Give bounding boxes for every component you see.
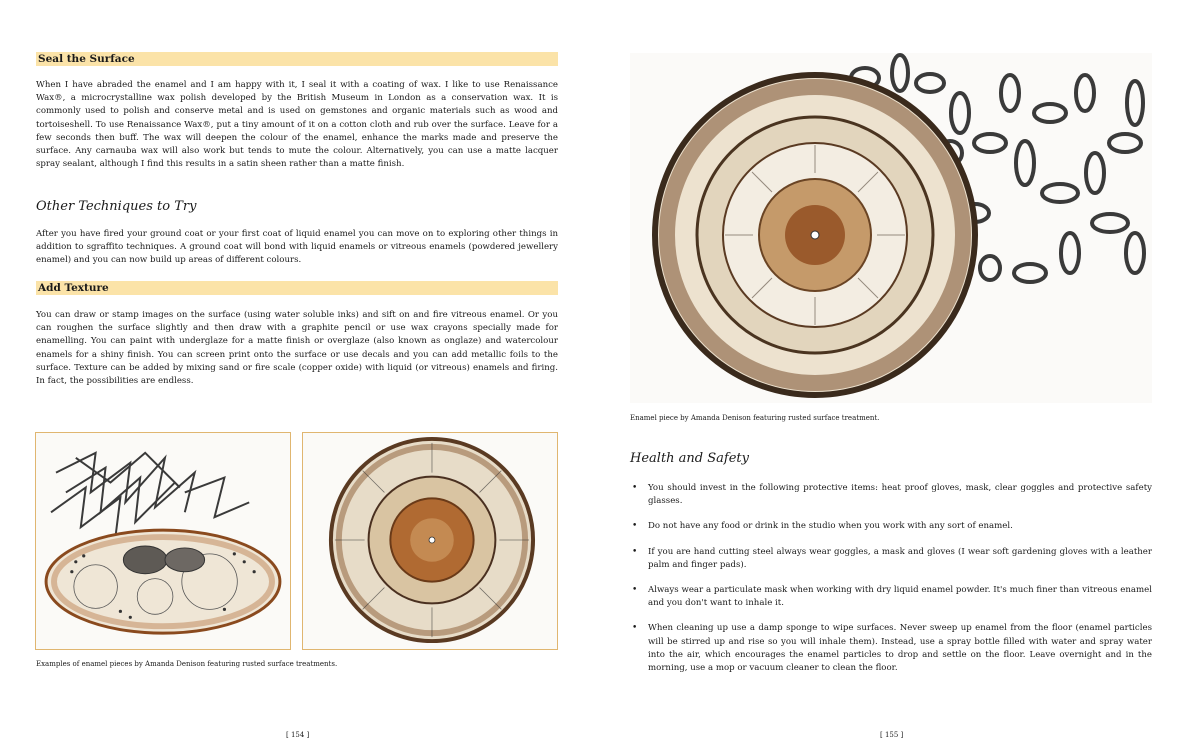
other-techniques-paragraph: After you have fired your ground coat or your first coat of liquid enamel you can move on to exploring other things in addition to sgraffito techniques. A ground coat will bond with liquid enamels or vitreous enamels (powdered jewellery enamel) and you can now build up areas of different colours. xyxy=(36,229,558,266)
large-enamel-illustration xyxy=(630,53,1152,403)
oval-pendant-photo xyxy=(35,432,291,650)
page-number-right: [ 155 ] xyxy=(880,731,904,739)
domed-disc-right xyxy=(165,548,205,572)
bullet-icon: • xyxy=(632,546,638,557)
health-safety-heading: Health and Safety xyxy=(630,451,749,466)
oval-pendant-illustration xyxy=(36,433,290,649)
add-texture-heading: Add Texture xyxy=(36,281,558,295)
page-number-left: [ 154 ] xyxy=(286,731,310,739)
safety-list xyxy=(630,482,1152,675)
seal-surface-heading: Seal the Surface xyxy=(36,52,558,66)
list-item: • If you are hand cutting steel always wear goggles, a mask and gloves (I wear soft gardening gloves with a leather palm and finger pads). xyxy=(632,546,1152,570)
left-photos-caption: Examples of enamel pieces by Amanda Denison featuring rusted surface treatments. xyxy=(36,660,338,668)
right-page xyxy=(594,0,1188,756)
bullet-icon: • xyxy=(632,585,638,596)
seal-surface-paragraph: When I have abraded the enamel and I am happy with it, I seal it with a coating of wax. I like to use Renaissance Wax®, a microcrystalline wax polish developed by the British Museum in London as a conservation wax. It is commonly used to polish and conserve metal and is used on gemstones and organic materials such as wood and tortoiseshell. To use Renaissance Wax®, put a tiny amount of it on a cotton cloth and rub over the surface. Leave for a few seconds then buff. The wax will deepen the colour of the enamel, enhance the marks made and preserve the surface. Any carnauba wax will also work but tends to mute the colour. Alternatively, you can use a matte lacquer spray sealant, although I find this results in a satin sheen rather than a matte finish. xyxy=(36,80,558,170)
add-texture-paragraph: You can draw or stamp images on the surface (using water soluble inks) and sift on and fire vitreous enamel. Or you can roughen the surface slightly and then draw with a graphite pencil or use wax crayons specially made for enamelling. You can paint with underglaze for a matte finish or overglaze (also known as onglaze) and watercolour enamels for a shiny finish. You can screen print onto the surface or use decals and you can add metallic foils to the surface. Texture can be added by mixing sand or fire scale (copper oxide) with liquid (or vitreous) enamels and firing. In fact, the possibilities are endless. xyxy=(36,310,558,387)
list-item: • Do not have any food or drink in the studio when you work with any sort of enamel. xyxy=(630,520,1152,533)
bullet-icon: • xyxy=(632,483,638,493)
domed-disc-left xyxy=(123,546,167,574)
round-disc-illustration xyxy=(303,433,557,649)
round-disc-photo xyxy=(302,432,558,650)
bullet-icon: • xyxy=(632,623,638,634)
list-item: • When cleaning up use a damp sponge to wipe surfaces. Never sweep up enamel from the floor (enamel particles will be stirred up and rise so you will inhale them). Instead, use a spray bottle filled with water and spray water into the air, which encourages the enamel particles to drop and settle on the floor. Leave overnight and in the morning, use a mop or vacuum cleaner to clean the floor. xyxy=(632,623,1152,674)
oval-pendant-body xyxy=(46,530,280,633)
large-enamel-photo xyxy=(630,53,1152,403)
large-photo-caption: Enamel piece by Amanda Denison featuring rusted surface treatment. xyxy=(630,414,880,422)
bullet-icon: • xyxy=(632,521,638,532)
list-item: • Always wear a particulate mask when working with dry liquid enamel powder. It's much finer than vitreous enamel and you don't want to inhale it. xyxy=(632,585,1152,609)
list-item: • You should invest in the following protective items: heat proof gloves, mask, clear goggles and protective safety glasses. xyxy=(632,483,1152,507)
other-techniques-heading: Other Techniques to Try xyxy=(36,199,197,214)
